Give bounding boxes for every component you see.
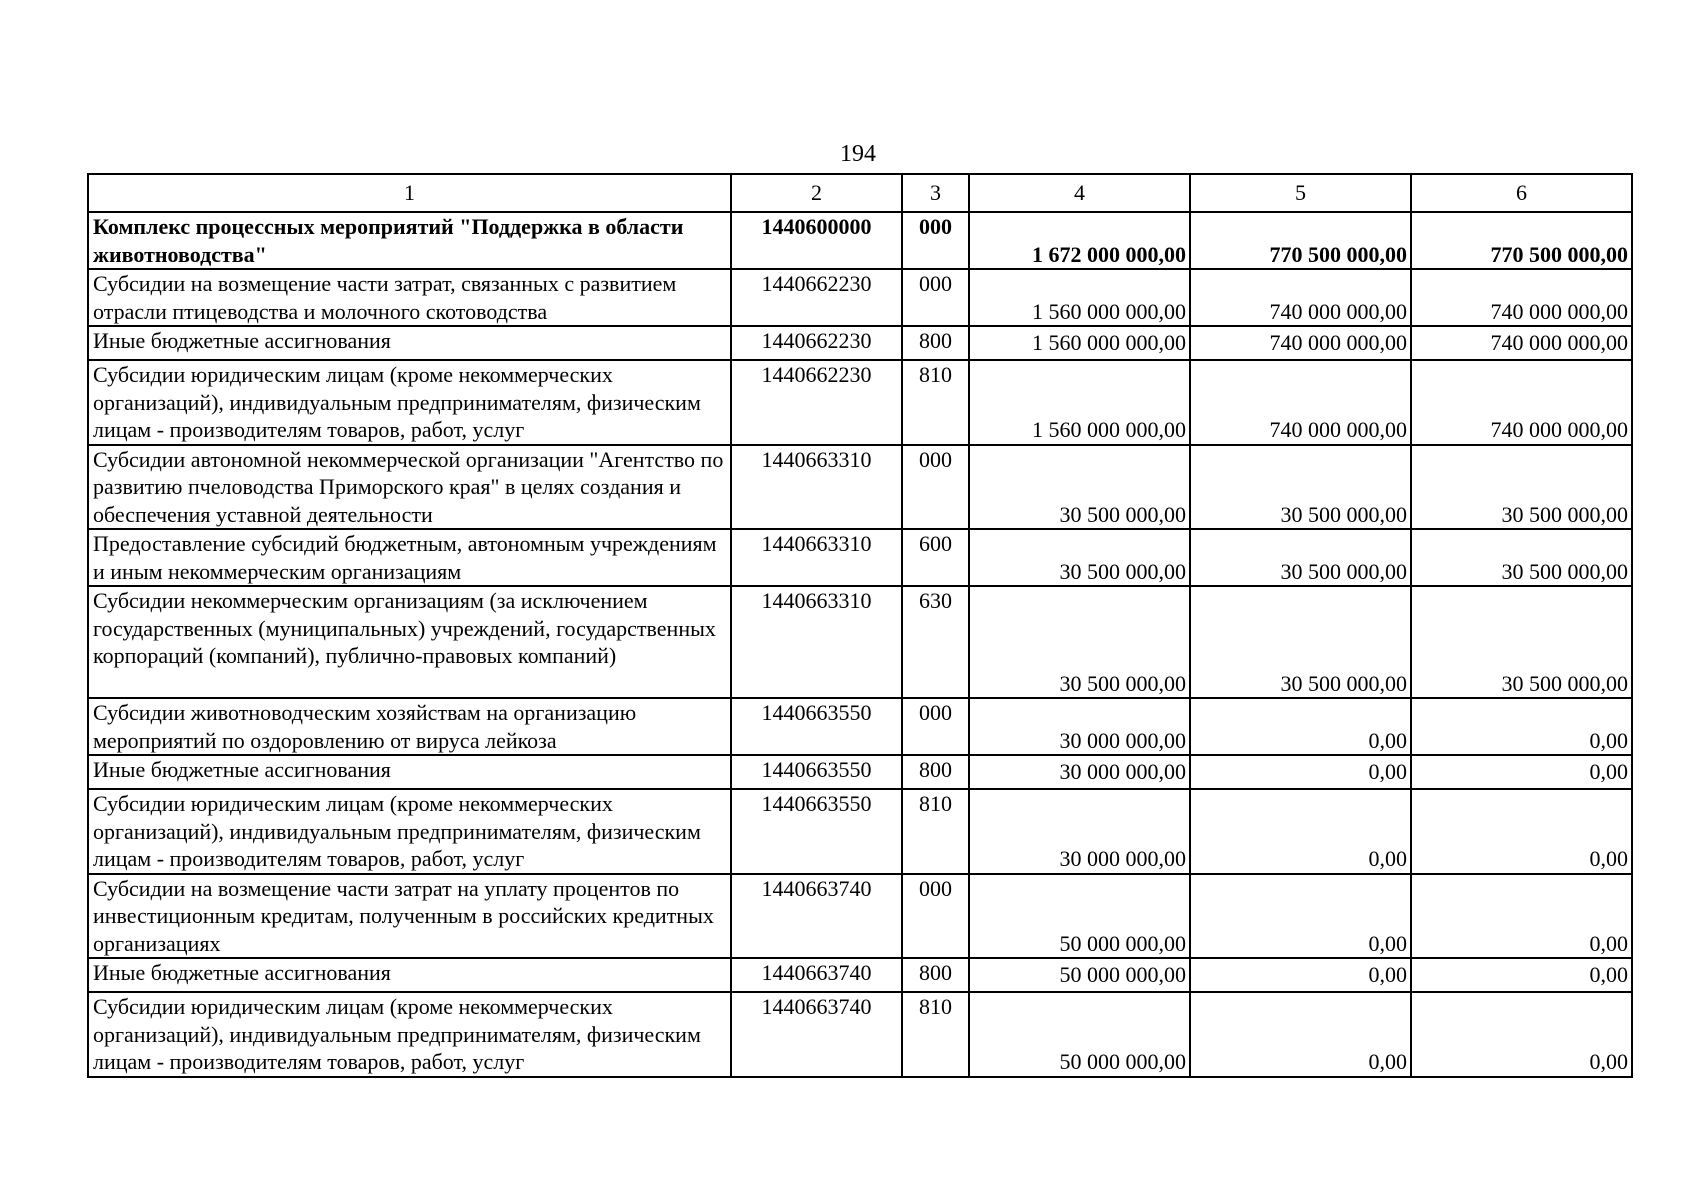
row-amount-5: 740 000 000,00 — [1190, 326, 1411, 360]
row-expense-type: 810 — [902, 360, 969, 445]
row-amount-4: 50 000 000,00 — [969, 958, 1190, 992]
table-row — [88, 360, 1632, 445]
row-amount-5: 30 500 000,00 — [1190, 586, 1411, 698]
row-expense-type: 000 — [902, 269, 969, 326]
column-header-2: 2 — [731, 174, 902, 212]
row-amount-6: 30 500 000,00 — [1411, 586, 1632, 698]
table-row — [88, 326, 1632, 360]
row-name: Субсидии автономной некоммерческой организации "Агентство по развитию пчеловодства Приморского края" в целях создания и обеспечения уставной деятельности — [88, 445, 731, 530]
row-expense-type: 810 — [902, 992, 969, 1077]
table-row — [88, 445, 1632, 530]
row-amount-5: 0,00 — [1190, 992, 1411, 1077]
row-amount-5: 0,00 — [1190, 789, 1411, 874]
row-amount-4: 30 000 000,00 — [969, 698, 1190, 755]
row-amount-5: 740 000 000,00 — [1190, 269, 1411, 326]
row-amount-6: 0,00 — [1411, 874, 1632, 959]
budget-table — [87, 173, 1633, 1078]
row-amount-4: 30 000 000,00 — [969, 755, 1190, 789]
row-amount-5: 740 000 000,00 — [1190, 360, 1411, 445]
table-row — [88, 958, 1632, 992]
row-name: Субсидии на возмещение части затрат, связанных с развитием отрасли птицеводства и молочного скотоводства — [88, 269, 731, 326]
row-name: Комплекс процессных мероприятий "Поддержка в области животноводства" — [88, 212, 731, 269]
row-amount-6: 30 500 000,00 — [1411, 445, 1632, 530]
row-amount-5: 0,00 — [1190, 755, 1411, 789]
row-code: 1440663550 — [731, 755, 902, 789]
row-amount-5: 0,00 — [1190, 958, 1411, 992]
row-amount-4: 1 672 000 000,00 — [969, 212, 1190, 269]
table-row — [88, 212, 1632, 269]
row-amount-4: 30 500 000,00 — [969, 586, 1190, 698]
row-amount-5: 770 500 000,00 — [1190, 212, 1411, 269]
table-row — [88, 992, 1632, 1077]
row-amount-5: 30 500 000,00 — [1190, 445, 1411, 530]
row-name: Субсидии животноводческим хозяйствам на организацию мероприятий по оздоровлению от вируса лейкоза — [88, 698, 731, 755]
row-amount-4: 30 000 000,00 — [969, 789, 1190, 874]
row-amount-6: 770 500 000,00 — [1411, 212, 1632, 269]
column-header-1: 1 — [88, 174, 731, 212]
row-amount-5: 0,00 — [1190, 698, 1411, 755]
row-amount-4: 1 560 000 000,00 — [969, 360, 1190, 445]
row-name: Иные бюджетные ассигнования — [88, 326, 731, 360]
table-header-row — [88, 174, 1632, 212]
row-name: Субсидии юридическим лицам (кроме некоммерческих организаций), индивидуальным предпринимателям, физическим лицам - производителям товаров, работ, услуг — [88, 360, 731, 445]
row-expense-type: 000 — [902, 698, 969, 755]
row-amount-4: 1 560 000 000,00 — [969, 269, 1190, 326]
row-name: Субсидии юридическим лицам (кроме некоммерческих организаций), индивидуальным предпринимателям, физическим лицам - производителям товаров, работ, услуг — [88, 789, 731, 874]
row-expense-type: 000 — [902, 212, 969, 269]
row-expense-type: 000 — [902, 874, 969, 959]
table-row — [88, 874, 1632, 959]
row-code: 1440663310 — [731, 586, 902, 698]
row-code: 1440663550 — [731, 698, 902, 755]
row-expense-type: 800 — [902, 326, 969, 360]
row-amount-4: 30 500 000,00 — [969, 445, 1190, 530]
row-expense-type: 810 — [902, 789, 969, 874]
row-name: Субсидии юридическим лицам (кроме некоммерческих организаций), индивидуальным предпринимателям, физическим лицам - производителям товаров, работ, услуг — [88, 992, 731, 1077]
row-amount-4: 50 000 000,00 — [969, 874, 1190, 959]
table-row — [88, 698, 1632, 755]
row-code: 1440663550 — [731, 789, 902, 874]
row-amount-6: 0,00 — [1411, 958, 1632, 992]
row-name: Предоставление субсидий бюджетным, автономным учреждениям и иным некоммерческим организациям — [88, 529, 731, 586]
table-row — [88, 269, 1632, 326]
row-amount-4: 50 000 000,00 — [969, 992, 1190, 1077]
row-amount-6: 0,00 — [1411, 755, 1632, 789]
table-row — [88, 755, 1632, 789]
row-code: 1440663310 — [731, 529, 902, 586]
column-header-3: 3 — [902, 174, 969, 212]
row-amount-6: 0,00 — [1411, 698, 1632, 755]
row-name: Субсидии некоммерческим организациям (за исключением государственных (муниципальных) учреждений, государственных корпораций (компаний), публично-правовых компаний) — [88, 586, 731, 698]
row-expense-type: 800 — [902, 755, 969, 789]
row-code: 1440662230 — [731, 326, 902, 360]
row-amount-6: 30 500 000,00 — [1411, 529, 1632, 586]
row-code: 1440663740 — [731, 874, 902, 959]
row-amount-6: 740 000 000,00 — [1411, 360, 1632, 445]
column-header-6: 6 — [1411, 174, 1632, 212]
row-amount-6: 740 000 000,00 — [1411, 269, 1632, 326]
row-name: Иные бюджетные ассигнования — [88, 958, 731, 992]
row-name: Иные бюджетные ассигнования — [88, 755, 731, 789]
table-row — [88, 529, 1632, 586]
table-row — [88, 789, 1632, 874]
row-code: 1440663740 — [731, 958, 902, 992]
row-amount-4: 30 500 000,00 — [969, 529, 1190, 586]
column-header-4: 4 — [969, 174, 1190, 212]
table-row — [88, 586, 1632, 698]
row-amount-5: 30 500 000,00 — [1190, 529, 1411, 586]
row-expense-type: 000 — [902, 445, 969, 530]
row-expense-type: 800 — [902, 958, 969, 992]
row-code: 1440662230 — [731, 360, 902, 445]
page-number: 194 — [840, 141, 876, 167]
row-code: 1440600000 — [731, 212, 902, 269]
row-expense-type: 600 — [902, 529, 969, 586]
row-code: 1440663740 — [731, 992, 902, 1077]
row-code: 1440663310 — [731, 445, 902, 530]
column-header-5: 5 — [1190, 174, 1411, 212]
row-amount-5: 0,00 — [1190, 874, 1411, 959]
row-amount-6: 0,00 — [1411, 992, 1632, 1077]
row-amount-6: 740 000 000,00 — [1411, 326, 1632, 360]
row-expense-type: 630 — [902, 586, 969, 698]
row-name: Субсидии на возмещение части затрат на уплату процентов по инвестиционным кредитам, полученным в российских кредитных организациях — [88, 874, 731, 959]
row-amount-4: 1 560 000 000,00 — [969, 326, 1190, 360]
row-amount-6: 0,00 — [1411, 789, 1632, 874]
row-code: 1440662230 — [731, 269, 902, 326]
